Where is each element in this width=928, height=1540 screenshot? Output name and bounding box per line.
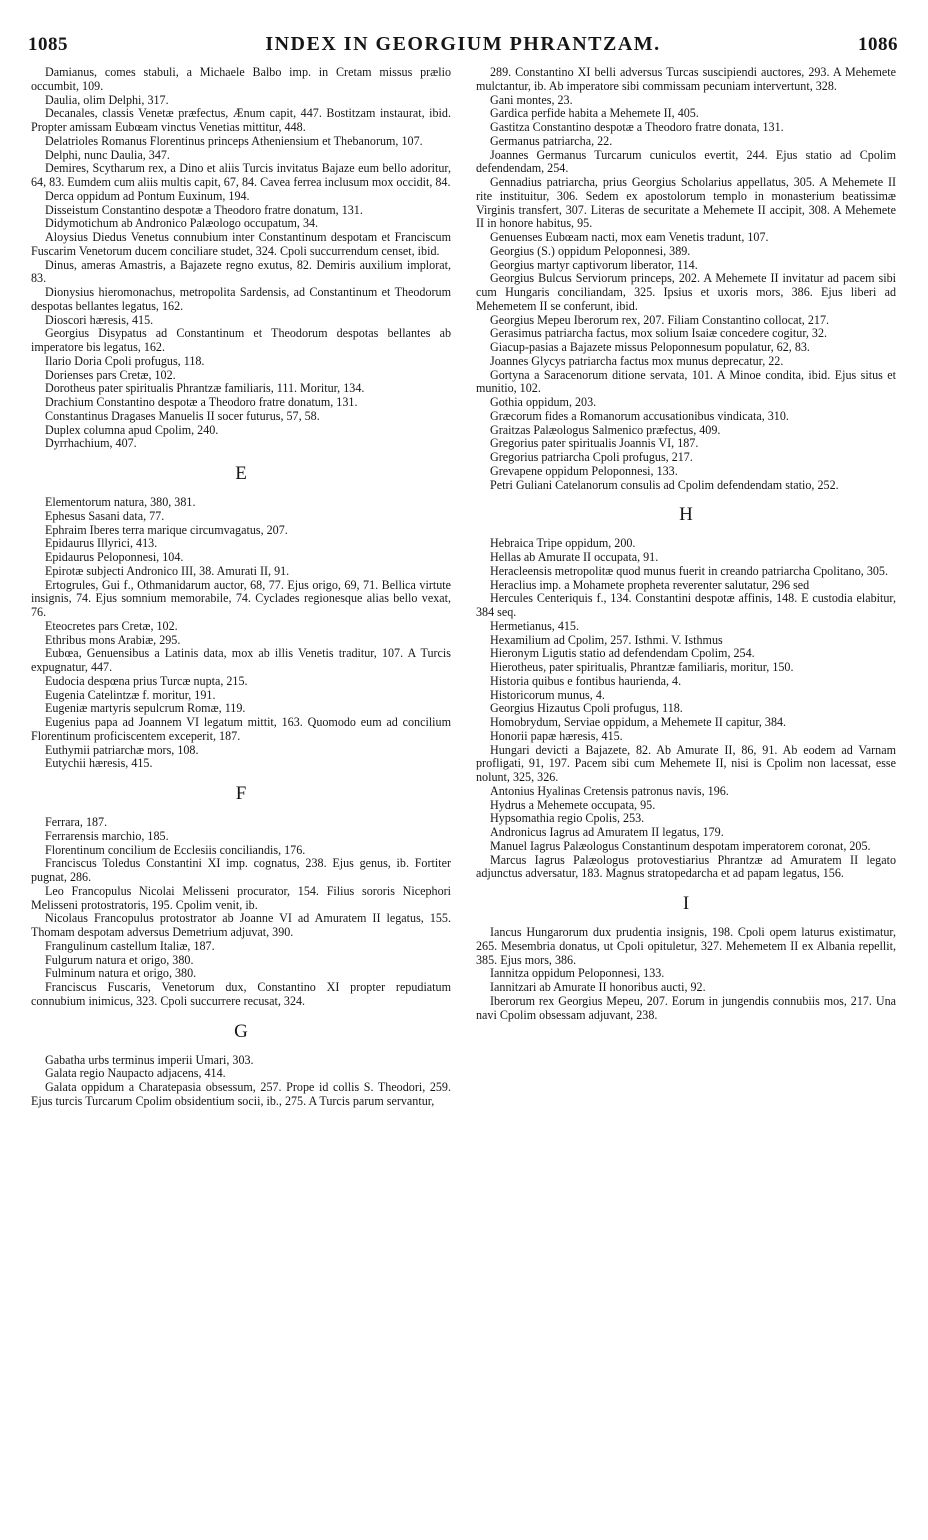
index-entry: Gerasimus patriarcha factus, mox solium Isaiæ concedere cogitur, 32. <box>490 326 828 341</box>
index-entry: Graitzas Palæologus Salmenico præfectus, 409. <box>490 422 721 437</box>
index-entry: Epirotæ subjecti Andronico III, 38. Amurati II, 91. <box>45 563 290 578</box>
index-entry: Hieronym Ligutis statio ad defendendam Cpolim, 254. <box>490 646 755 661</box>
index-entry: Galata regio Naupacto adjacens, 414. <box>45 1066 226 1081</box>
index-entry: Gardica perfide habita a Mehemete II, 405. <box>490 106 699 121</box>
index-entry: Marcus Iagrus Palæologus protovestiarius Phrantzæ ad Amuratem II legato adjunctus adversatur, 183. Magnus stratopedarcha et ad papam legatus, 156. <box>476 852 896 881</box>
index-entry: Heraclius imp. a Mohamete propheta reverenter salutatur, 296 sed <box>490 577 810 592</box>
index-entry: Genuenses Eubœam nacti, mox eam Venetis tradunt, 107. <box>490 230 769 244</box>
index-entry: Ephraim Iberes terra marique circumvagatus, 207. <box>45 522 288 537</box>
right-column <box>476 66 896 1022</box>
index-entry: Franciscus Toledus Constantini XI imp. cognatus, 238. Ejus genus, ib. Fortiter pugnat, 286. <box>31 856 451 884</box>
index-entry: Gothia oppidum, 203. <box>490 395 597 409</box>
index-entry: Demires, Scytharum rex, a Dino et aliis Turcis invitatus Bajaze eum bello adoritur, 64, 83. Eumdem cum aliis multis capit, 67, 84. Cavea ferrea inclusum mox occidit, 84. <box>31 161 451 189</box>
index-entry: 289. Constantino XI belli adversus Turcas suscipiendi auctores, 293. A Mehemete mulctantur, ib. Ab imperatore sibi commissam pecuniam intervertunt, 328. <box>476 65 896 93</box>
index-entry: Dionysius hieromonachus, metropolita Sardensis, ad Constantinum et Theodorum despotas bellantes legatus, 162. <box>31 285 451 313</box>
index-entry: Ilario Doria Cpoli profugus, 118. <box>45 353 205 368</box>
page-number-right: 1086 <box>858 34 898 55</box>
index-entry: Germanus patriarcha, 22. <box>490 133 613 148</box>
index-entry: Joannes Germanus Turcarum cuniculos evertit, 244. Ejus statio ad Cpolim defendendam, 254. <box>476 147 896 176</box>
index-entry: Daulia, olim Delphi, 317. <box>45 92 169 107</box>
section-letter: G <box>234 1020 248 1042</box>
index-entry: Duplex columna apud Cpolim, 240. <box>45 422 219 437</box>
index-entry: Homobrydum, Serviae oppidum, a Mehemete II capitur, 384. <box>490 715 787 729</box>
index-entry: Gabatha urbs terminus imperii Umari, 303. <box>45 1052 254 1067</box>
index-entry: Joannes Glycys patriarcha factus mox munus deprecatur, 22. <box>490 353 784 368</box>
index-entry: Georgius martyr captivorum liberator, 114. <box>490 257 698 272</box>
index-entry: Ephesus Sasani data, 77. <box>45 508 165 523</box>
index-entry: Historia quibus e fontibus haurienda, 4. <box>490 673 682 688</box>
index-entry: Manuel Iagrus Palæologus Constantinum despotam imperatorem coronat, 205. <box>490 838 871 853</box>
index-entry: Gortyna a Saracenorum ditione servata, 101. A Minoe condita, ibid. Ejus situs et munitio, 102. <box>476 367 896 396</box>
index-entry: Eutychii hæresis, 415. <box>45 756 153 771</box>
index-entry: Leo Francopulus Nicolai Melisseni procurator, 154. Filius sororis Nicephori Melisseni protostratoris, 195. Cpolim venit, ib. <box>31 883 451 912</box>
index-entry: Honorii papæ hæresis, 415. <box>490 728 623 743</box>
section-letter: I <box>682 893 690 914</box>
index-entry: Eugenius papa ad Joannem VI legatum mittit, 163. Quomodo eum ad concilium Florentinum proficiscentem exceperit, 187. <box>31 715 451 743</box>
index-entry: Historicorum munus, 4. <box>490 687 605 702</box>
left-column <box>31 66 451 1109</box>
index-entry: Hexamilium ad Cpolim, 257. Isthmi. V. Isthmus <box>490 632 723 647</box>
index-entry: Iannitzari ab Amurate II honoribus aucti, 92. <box>490 980 706 994</box>
index-entry: Gregorius pater spiritualis Joannis VI, 187. <box>490 436 699 451</box>
index-entry: Drachium Constantino despotæ a Theodoro fratre donatum, 131. <box>45 395 358 409</box>
index-entry: Gastitza Constantino despotæ a Theodoro fratre donata, 131. <box>490 120 784 134</box>
index-entry: Ferrara, 187. <box>45 815 108 829</box>
index-entry: Georgius Hizautus Cpoli profugus, 118. <box>490 701 683 716</box>
index-entry: Georgius Bulcus Serviorum princeps, 202. A Mehemete II invitatur ad pacem sibi cum Hungaris conciliandam, 325. Ipsius et uxoris mors, 386. Ejus liberi ad Mehemetem II se conferunt, ibid. <box>476 271 896 313</box>
index-entry: Georgius Mepeu Iberorum rex, 207. Filiam Constantino collocat, 217. <box>490 312 830 327</box>
index-entry: Epidaurus Illyrici, 413. <box>45 536 158 551</box>
index-entry: Iancus Hungarorum dux prudentia insignis, 198. Cpoli opem laturus existimatur, 265. Mesembria donatus, ut Cpoli opituletur, 327. Mehemetem II ex Albania repellit, 385. Ejus mors, 386. <box>476 925 896 967</box>
index-entry: Dinus, ameras Amastris, a Bajazete regno exutus, 82. Demiris auxilium implorat, 83. <box>31 257 451 286</box>
index-entry: Frangulinum castellum Italiæ, 187. <box>45 938 215 953</box>
index-entry: Florentinum concilium de Ecclesiis conciliandis, 176. <box>45 842 306 857</box>
index-entry: Heracleensis metropolitæ quod munus fuerit in creando patriarcha Cpolitano, 305. <box>490 563 888 578</box>
index-entry: Damianus, comes stabuli, a Michaele Balbo imp. in Cretam missus prælio occumbit, 109. <box>31 65 451 93</box>
index-entry: Decanales, classis Venetæ præfectus, Ænum capit, 447. Bostitzam instaurat, ibid. Propter amissam Eubœam vinctus Venetias mittitur, 448. <box>31 106 451 134</box>
index-entry: Franciscus Fuscaris, Venetorum dux, Constantino XI propter repudiatum connubium inimicus, 323. Cpoli succurrere recusat, 324. <box>31 980 451 1008</box>
index-entry: Gani montes, 23. <box>490 92 573 107</box>
index-entry: Georgius (S.) oppidum Peloponnesi, 389. <box>490 243 691 258</box>
index-entry: Dyrrhachium, 407. <box>45 436 137 451</box>
index-entry: Nicolaus Francopulus protostrator ab Joanne VI ad Amuratem II legatus, 155. Thomam despotam adversus Demetrium adjuvat, 390. <box>31 911 451 939</box>
index-entry: Aloysius Diedus Venetus connubium inter Constantinum despotam et Franciscum Fuscarim Venetorum ducem conciliare studet, 324. Cpoli succurrendum censet, ibid. <box>31 230 451 258</box>
index-entry: Epidaurus Peloponnesi, 104. <box>45 550 184 564</box>
index-entry: Fulgurum natura et origo, 380. <box>45 952 194 967</box>
index-entry: Delatrioles Romanus Florentinus princeps Atheniensium et Thebanorum, 107. <box>45 133 423 148</box>
index-entry: Græcorum fides a Romanorum accusationibus vindicata, 310. <box>490 408 789 423</box>
index-entry: Iberorum rex Georgius Mepeu, 207. Eorum in jungendis connubiis mos, 217. Una navi Cpolim obsessam adjuvant, 238. <box>476 993 896 1022</box>
index-entry: Ertogrules, Gui f., Othmanidarum auctor, 68, 77. Ejus origo, 69, 71. Bellica virtute insignis, 74. Ejus somnium memorabile, 74. Cyclades regionesque alias bello vexat, 76. <box>31 577 451 619</box>
section-letter: E <box>235 463 247 484</box>
index-entry: Georgius Disypatus ad Constantinum et Theodorum despotas bellantes ab imperatore bis legatus, 162. <box>31 326 451 354</box>
index-entry: Eugenia Catelintzæ f. moritur, 191. <box>45 687 216 702</box>
index-entry: Hypsomathia regio Cpolis, 253. <box>490 811 645 826</box>
index-entry: Dorienses pars Cretæ, 102. <box>45 367 176 382</box>
index-entry: Ferrarensis marchio, 185. <box>45 828 169 843</box>
index-entry: Antonius Hyalinas Cretensis patronus navis, 196. <box>490 783 729 798</box>
index-entry: Dioscori hæresis, 415. <box>45 312 154 327</box>
section-letter: F <box>235 783 247 804</box>
page-header <box>28 32 898 60</box>
index-entry: Delphi, nunc Daulia, 347. <box>45 147 170 162</box>
index-entry: Giacup-pasias a Bajazete missus Peloponnesum populatur, 62, 83. <box>490 340 810 354</box>
index-entry: Gennadius patriarcha, prius Georgius Scholarius appellatus, 305. A Mehemete II rite instituitur, 306. Sedem ex apostolorum templo in monasterium beatissimæ Virginis transfert, 307. Literas de securitate a Mehemete II accipit, 308. A Mehemete II in honore habitus, 95. <box>476 175 896 231</box>
index-entry: Derca oppidum ad Pontum Euxinum, 194. <box>45 188 250 203</box>
section-letter: H <box>679 504 693 526</box>
index-entry: Hercules Centeriquis f., 134. Constantini despotæ affinis, 148. E custodia elabitur, 384 seq. <box>476 591 896 619</box>
index-entry: Gregorius patriarcha Cpoli profugus, 217. <box>490 450 693 464</box>
index-entry: Euthymii patriarchæ mors, 108. <box>45 742 199 757</box>
page-number-left: 1085 <box>28 34 68 55</box>
index-entry: Eudocia despœna prius Turcæ nupta, 215. <box>45 673 248 688</box>
index-entry: Constantinus Dragases Manuelis II socer futurus, 57, 58. <box>45 408 320 423</box>
index-entry: Grevapene oppidum Peloponnesi, 133. <box>490 463 678 478</box>
index-entry: Eteocretes pars Cretæ, 102. <box>45 618 178 633</box>
index-entry: Hebraica Tripe oppidum, 200. <box>490 536 636 551</box>
index-entry: Fulminum natura et origo, 380. <box>45 966 197 981</box>
index-entry: Ethribus mons Arabiæ, 295. <box>45 632 181 647</box>
index-entry: Hierotheus, pater spiritualis, Phrantzæ familiaris, moritur, 150. <box>490 660 794 674</box>
index-entry: Elementorum natura, 380, 381. <box>45 495 196 509</box>
index-entry: Iannitza oppidum Peloponnesi, 133. <box>490 966 665 981</box>
page-title: INDEX IN GEORGIUM PHRANTZAM. <box>265 33 661 55</box>
index-entry: Eugeniæ martyris sepulcrum Romæ, 119. <box>45 701 246 716</box>
index-entry: Hellas ab Amurate II occupata, 91. <box>490 550 659 564</box>
index-entry: Hydrus a Mehemete occupata, 95. <box>490 797 656 812</box>
index-entry: Galata oppidum a Charatepasia obsessum, 257. Prope id collis S. Theodori, 259. Ejus turcis Turcarum Cpolim obsidentium socii, ib., 275. A Turcis parum servantur, <box>31 1080 451 1108</box>
index-entry: Andronicus Iagrus ad Amuratem II legatus, 179. <box>490 825 724 839</box>
index-entry: Dorotheus pater spiritualis Phrantzæ familiaris, 111. Moritur, 134. <box>45 381 365 396</box>
index-entry: Hermetianus, 415. <box>490 618 580 633</box>
index-entry: Petri Guliani Catelanorum consulis ad Cpolim defendendam statio, 252. <box>490 477 839 492</box>
index-entry: Eubœa, Genuensibus a Latinis data, mox ab illis Venetis traditur, 107. A Turcis expugnatur, 447. <box>31 646 451 674</box>
index-entry: Hungari devicti a Bajazete, 82. Ab Amurate II, 86, 91. Ab eodem ad Varnam profligati, 91, 197. Pacem sibi cum Mehemete II, nisi is Cpolim non lacessat, esse nolunt, 325, 326. <box>476 742 896 784</box>
index-entry: Disseistum Constantino despotæ a Theodoro fratre donatum, 131. <box>45 202 363 217</box>
index-entry: Didymotichum ab Andronico Palæologo occupatum, 34. <box>45 216 319 231</box>
